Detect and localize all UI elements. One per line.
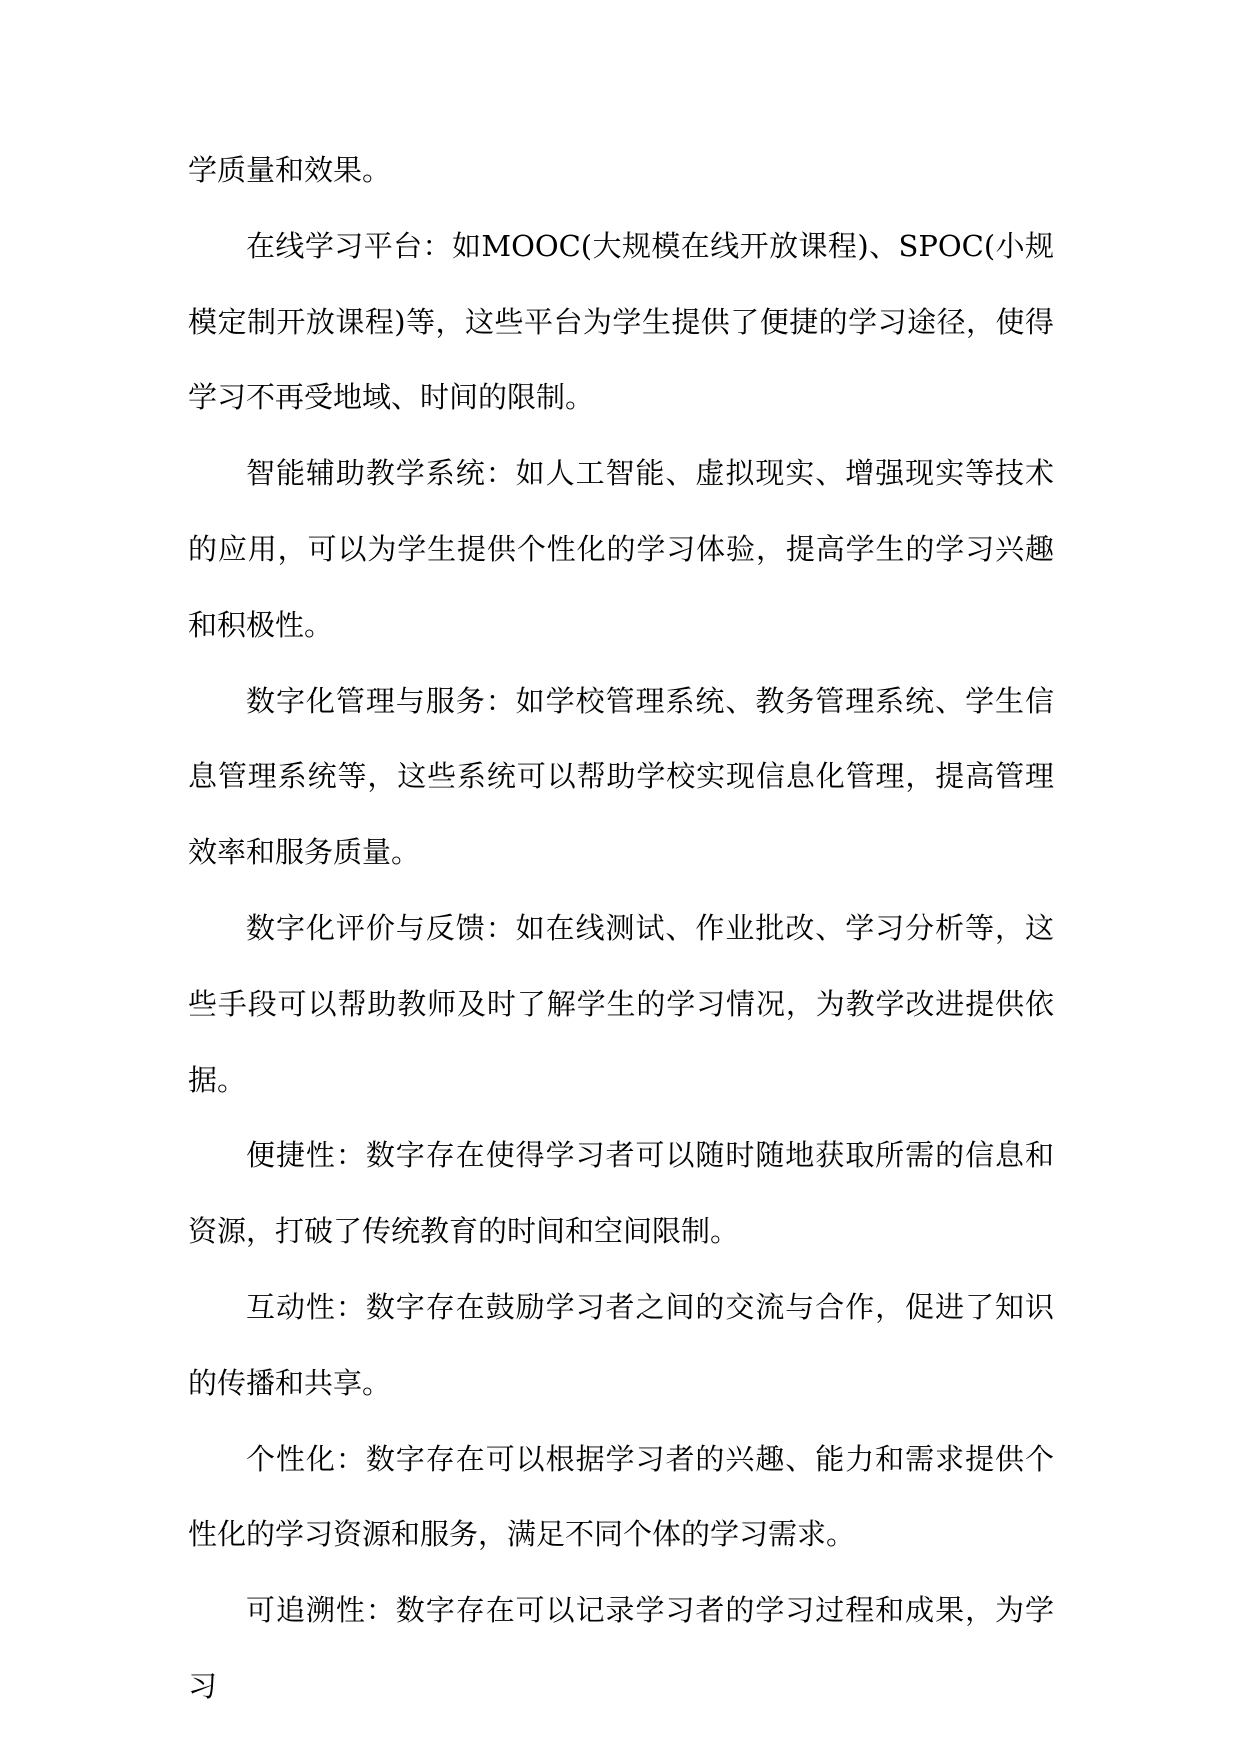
paragraph-convenience: 便捷性：数字存在使得学习者可以随时随地获取所需的信息和资源，打破了传统教育的时间和空间限制。 — [188, 1138, 1054, 1249]
paragraph-digital-management-service: 数字化管理与服务：如学校管理系统、教务管理系统、学生信息管理系统等，这些系统可以帮助学校实现信息化管理，提高管理效率和服务质量。 — [188, 683, 1054, 870]
paragraph-interactivity: 互动性：数字存在鼓励学习者之间的交流与合作，促进了知识的传播和共享。 — [188, 1289, 1054, 1400]
paragraph-digital-evaluation-feedback: 数字化评价与反馈：如在线测试、作业批改、学习分析等，这些手段可以帮助教师及时了解学生的学习情况，为教学改进提供依据。 — [188, 910, 1054, 1097]
paragraph-online-learning-platform: 在线学习平台：如MOOC(大规模在线开放课程)、SPOC(小规模定制开放课程)等，这些平台为学生提供了便捷的学习途径，使得学习不再受地域、时间的限制。 — [188, 228, 1054, 415]
paragraph-personalization: 个性化：数字存在可以根据学习者的兴趣、能力和需求提供个性化的学习资源和服务，满足不同个体的学习需求。 — [188, 1441, 1054, 1552]
document-page — [188, 133, 1054, 1725]
paragraph-intelligent-teaching-system: 智能辅助教学系统：如人工智能、虚拟现实、增强现实等技术的应用，可以为学生提供个性化的学习体验，提高学生的学习兴趣和积极性。 — [188, 456, 1054, 642]
paragraph-continuation: 学质量和效果。 — [188, 153, 392, 187]
paragraph-traceability: 可追溯性：数字存在可以记录学习者的学习过程和成果，为学习 — [188, 1593, 1054, 1703]
